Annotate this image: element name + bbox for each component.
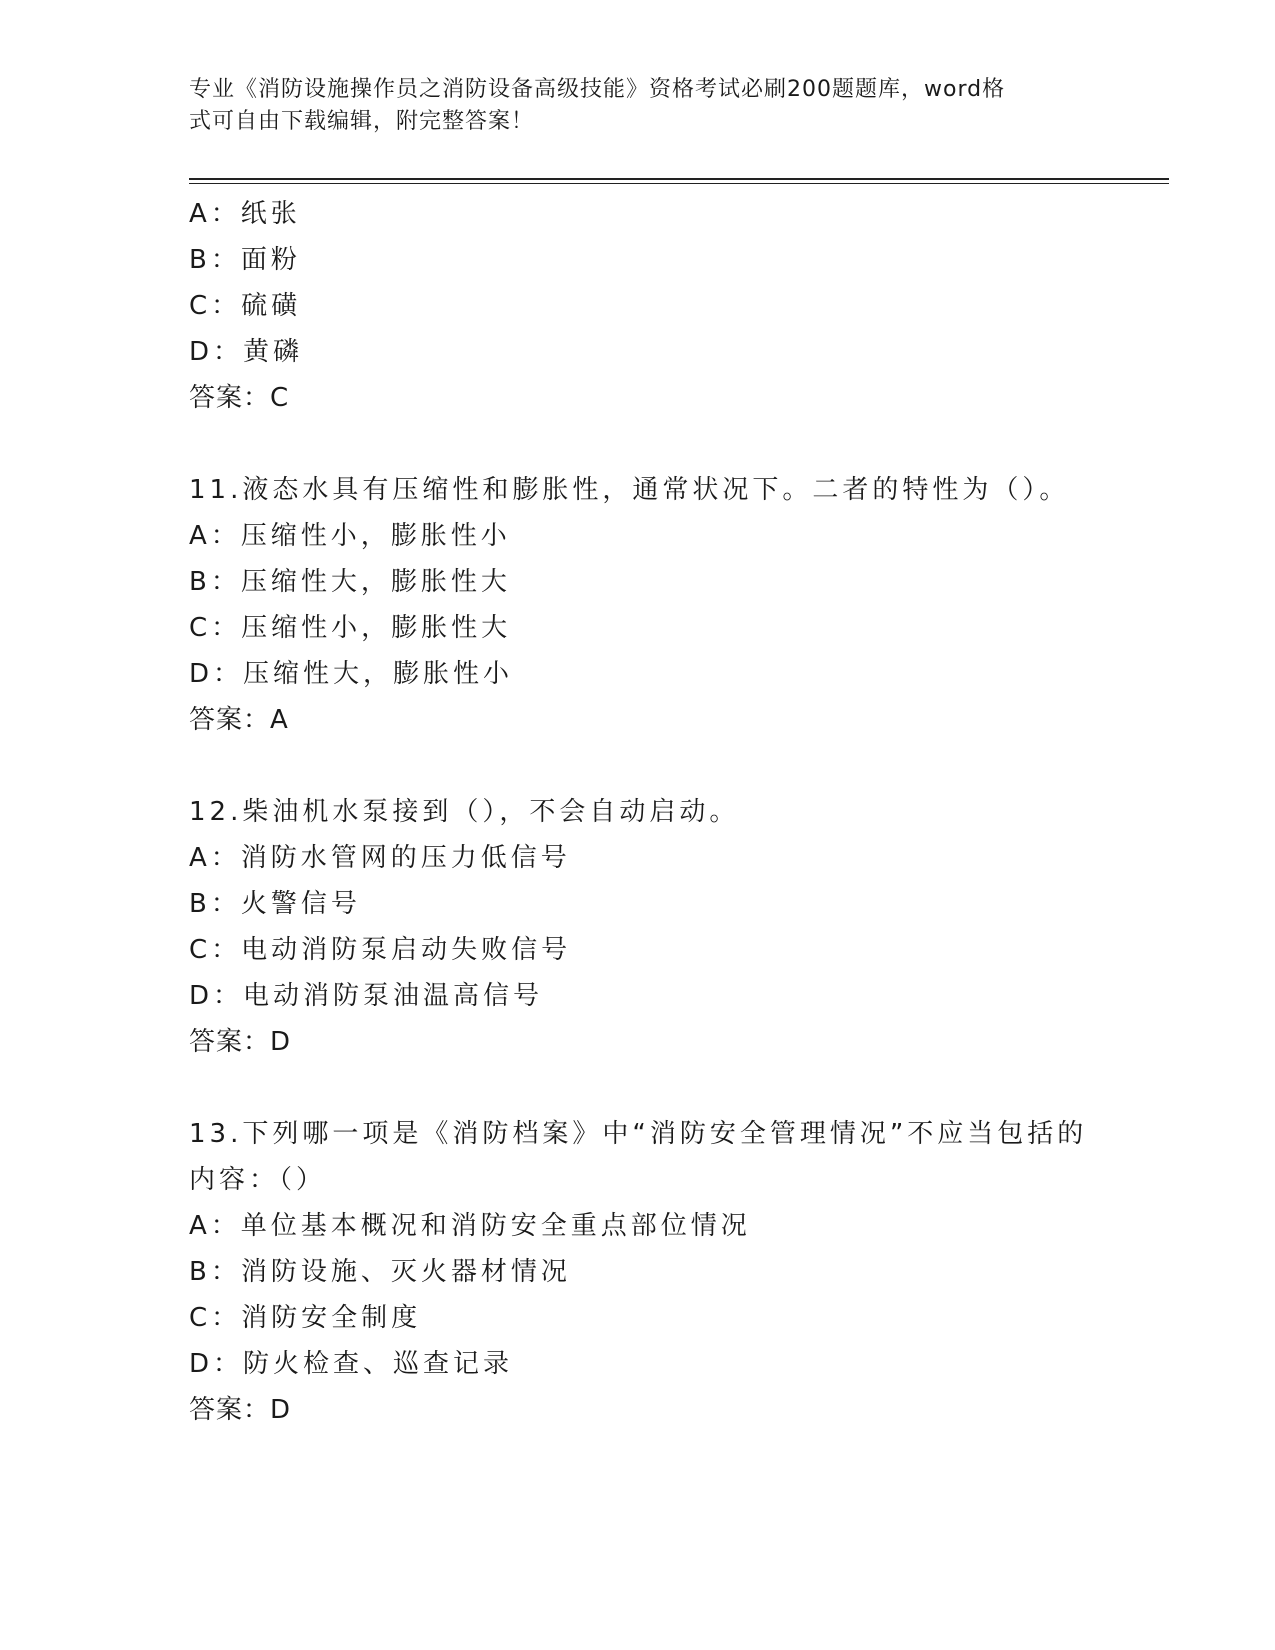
question-stem: 12.柴油机水泵接到（），不会自动启动。: [189, 797, 740, 827]
option-c: C：压缩性小，膨胀性大: [189, 613, 512, 643]
question-11: [189, 467, 1149, 743]
option-b: B：面粉: [189, 245, 301, 275]
option-c: C：硫磺: [189, 291, 302, 321]
option-b: B：压缩性大，膨胀性大: [189, 567, 511, 597]
option-a: A：消防水管网的压力低信号: [189, 843, 571, 873]
spacer: [189, 1065, 1149, 1111]
question-13: [189, 1111, 1149, 1433]
header-line-1: 专业《消防设施操作员之消防设备高级技能》资格考试必刷200题题库，word格: [189, 77, 1006, 102]
option-d: D：电动消防泵油温高信号: [189, 981, 544, 1011]
document-header: [189, 74, 1089, 138]
option-a: A：纸张: [189, 199, 301, 229]
option-d: D：黄磷: [189, 337, 304, 367]
question-12: [189, 789, 1149, 1065]
question-list: [189, 191, 1149, 1433]
option-c: C：消防安全制度: [189, 1303, 422, 1333]
answer-line: 答案：C: [189, 383, 290, 413]
question-stem-line-2: 内容：（）: [189, 1165, 327, 1195]
option-d: D：防火检查、巡查记录: [189, 1349, 514, 1379]
option-a: A：单位基本概况和消防安全重点部位情况: [189, 1211, 751, 1241]
spacer: [189, 743, 1149, 789]
option-b: B：火警信号: [189, 889, 361, 919]
option-a: A：压缩性小，膨胀性小: [189, 521, 511, 551]
question-stem: 11.液态水具有压缩性和膨胀性，通常状况下。二者的特性为（）。: [189, 475, 1070, 505]
header-line-2: 式可自由下载编辑，附完整答案！: [189, 109, 535, 134]
option-b: B：消防设施、灭火器材情况: [189, 1257, 571, 1287]
spacer: [189, 421, 1149, 467]
answer-line: 答案：D: [189, 1027, 292, 1057]
option-c: C：电动消防泵启动失败信号: [189, 935, 572, 965]
question-10-fragment: [189, 191, 1149, 421]
header-divider-thin: [189, 183, 1169, 184]
answer-line: 答案：D: [189, 1395, 292, 1425]
header-divider-thick: [189, 178, 1169, 180]
question-stem-line-1: 13.下列哪一项是《消防档案》中“消防安全管理情况”不应当包括的: [189, 1119, 1088, 1149]
answer-line: 答案：A: [189, 705, 289, 735]
option-d: D：压缩性大，膨胀性小: [189, 659, 514, 689]
